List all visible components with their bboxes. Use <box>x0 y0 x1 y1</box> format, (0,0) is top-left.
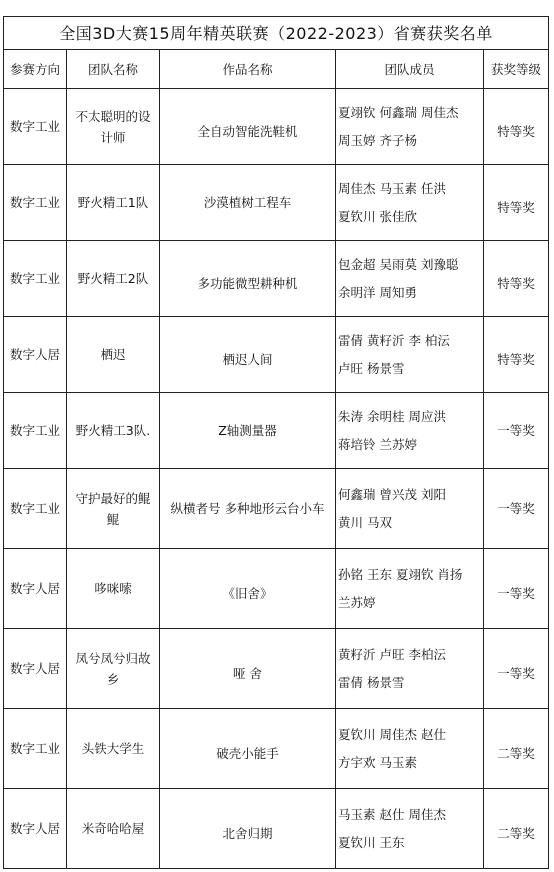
table-row <box>4 709 549 789</box>
work-name: 《旧舍》 <box>222 586 273 601</box>
members-line-2: 黄川 马双 <box>338 514 392 530</box>
award-level: 二等奖 <box>497 746 535 761</box>
table-title: 全国3D大赛15周年精英联赛（2022-2023）省赛获奖名单 <box>4 17 549 50</box>
table-row <box>4 549 549 629</box>
header-team: 团队名称 <box>67 50 160 89</box>
team-cell: 凤兮凤兮归故乡 <box>67 629 160 709</box>
members-line-2: 雷倩 杨景雪 <box>338 674 405 690</box>
header-work: 作品名称 <box>160 50 336 89</box>
table-row <box>4 89 549 165</box>
table-row <box>4 165 549 241</box>
members-line-1: 夏翊钦 何鑫瑞 周佳杰 <box>338 104 459 120</box>
work-cell <box>160 789 336 869</box>
members-line-1: 夏钦川 周佳杰 赵仕 <box>338 726 446 742</box>
work-name: 北舍归期 <box>222 826 273 841</box>
work-name: 全自动智能洗鞋机 <box>197 124 298 139</box>
award-level: 一等奖 <box>497 666 535 681</box>
work-cell <box>160 629 336 709</box>
table-row <box>4 317 549 393</box>
members-cell <box>336 165 484 241</box>
award-level: 特等奖 <box>497 124 535 139</box>
members-line-1: 朱涛 余明桂 周应洪 <box>338 408 446 424</box>
team-cell: 哆咪嗦 <box>67 549 160 629</box>
team-cell: 栖迟 <box>67 317 160 393</box>
members-cell <box>336 789 484 869</box>
team-cell: 野火精工1队 <box>67 165 160 241</box>
work-name: 多功能微型耕种机 <box>197 276 298 291</box>
members-line-1: 马玉素 赵仕 周佳杰 <box>338 806 446 822</box>
members-cell <box>336 629 484 709</box>
award-cell: 一等奖 <box>484 393 549 469</box>
award-cell <box>484 165 549 241</box>
team-cell: 不太聪明的设计师 <box>67 89 160 165</box>
work-cell <box>160 89 336 165</box>
members-line-2: 卢旺 杨景雪 <box>338 360 405 376</box>
award-cell <box>484 89 549 165</box>
members-line-1: 黄籽沂 卢旺 李柏沄 <box>338 646 446 662</box>
award-cell <box>484 241 549 317</box>
table-row <box>4 393 549 469</box>
direction-cell: 数字工业 <box>4 241 67 317</box>
team-cell: 守护最好的鲲鲲 <box>67 469 160 549</box>
direction-cell: 数字工业 <box>4 165 67 241</box>
members-cell <box>336 393 484 469</box>
members-line-1: 孙铭 王东 夏翊钦 肖扬 <box>338 566 463 582</box>
members-line-2: 周玉婷 齐子杨 <box>338 132 417 148</box>
award-level: 特等奖 <box>497 200 535 215</box>
work-name: 栖迟人间 <box>222 352 273 367</box>
award-table <box>3 16 549 869</box>
work-cell: 沙漠植树工程车 <box>160 165 336 241</box>
members-line-1: 何鑫瑞 曾兴茂 刘阳 <box>338 486 446 502</box>
members-line-2: 蒋培铃 兰苏婷 <box>338 436 417 452</box>
work-name: 破壳小能手 <box>216 746 279 761</box>
award-cell <box>484 549 549 629</box>
award-level: 二等奖 <box>497 826 535 841</box>
header-row <box>4 50 549 89</box>
work-name: 哑 舍 <box>233 666 262 681</box>
direction-cell: 数字工业 <box>4 89 67 165</box>
direction-cell: 数字人居 <box>4 789 67 869</box>
table-row <box>4 629 549 709</box>
header-award: 获奖等级 <box>484 50 549 89</box>
members-line-2: 夏钦川 张佳欣 <box>338 208 417 224</box>
award-list-sheet <box>3 16 548 869</box>
work-cell: 纵横者号 多种地形云台小车 <box>160 469 336 549</box>
award-cell <box>484 629 549 709</box>
direction-cell: 数字工业 <box>4 709 67 789</box>
direction-cell: 数字人居 <box>4 549 67 629</box>
work-cell <box>160 241 336 317</box>
award-cell <box>484 317 549 393</box>
work-cell <box>160 549 336 629</box>
header-direction: 参赛方向 <box>4 50 67 89</box>
table-row <box>4 789 549 869</box>
direction-cell: 数字人居 <box>4 317 67 393</box>
work-cell: Z轴测量器 <box>160 393 336 469</box>
members-line-2: 兰苏婷 <box>338 594 376 610</box>
direction-cell: 数字人居 <box>4 629 67 709</box>
direction-cell: 数字工业 <box>4 469 67 549</box>
team-cell: 野火精工3队. <box>67 393 160 469</box>
direction-cell: 数字工业 <box>4 393 67 469</box>
members-cell <box>336 89 484 165</box>
team-cell: 野火精工2队 <box>67 241 160 317</box>
members-cell <box>336 317 484 393</box>
award-level: 一等奖 <box>497 586 535 601</box>
members-cell <box>336 709 484 789</box>
members-cell <box>336 241 484 317</box>
members-line-1: 雷倩 黄籽沂 李 柏沄 <box>338 332 450 348</box>
team-cell: 头铁大学生 <box>67 709 160 789</box>
members-line-1: 周佳杰 马玉素 任洪 <box>338 180 446 196</box>
award-level: 特等奖 <box>497 276 535 291</box>
award-cell <box>484 789 549 869</box>
team-cell: 米奇哈哈屋 <box>67 789 160 869</box>
members-line-1: 包金超 吴雨莫 刘豫聪 <box>338 256 459 272</box>
members-line-2: 方宇欢 马玉素 <box>338 754 417 770</box>
work-cell <box>160 317 336 393</box>
work-cell <box>160 709 336 789</box>
members-cell <box>336 549 484 629</box>
award-level: 特等奖 <box>497 352 535 367</box>
members-line-2: 余明洋 周知勇 <box>338 284 417 300</box>
members-line-2: 夏钦川 王东 <box>338 834 405 850</box>
header-members: 团队成员 <box>336 50 484 89</box>
table-row <box>4 469 549 549</box>
members-cell <box>336 469 484 549</box>
table-row <box>4 241 549 317</box>
award-cell <box>484 709 549 789</box>
award-cell: 一等奖 <box>484 469 549 549</box>
